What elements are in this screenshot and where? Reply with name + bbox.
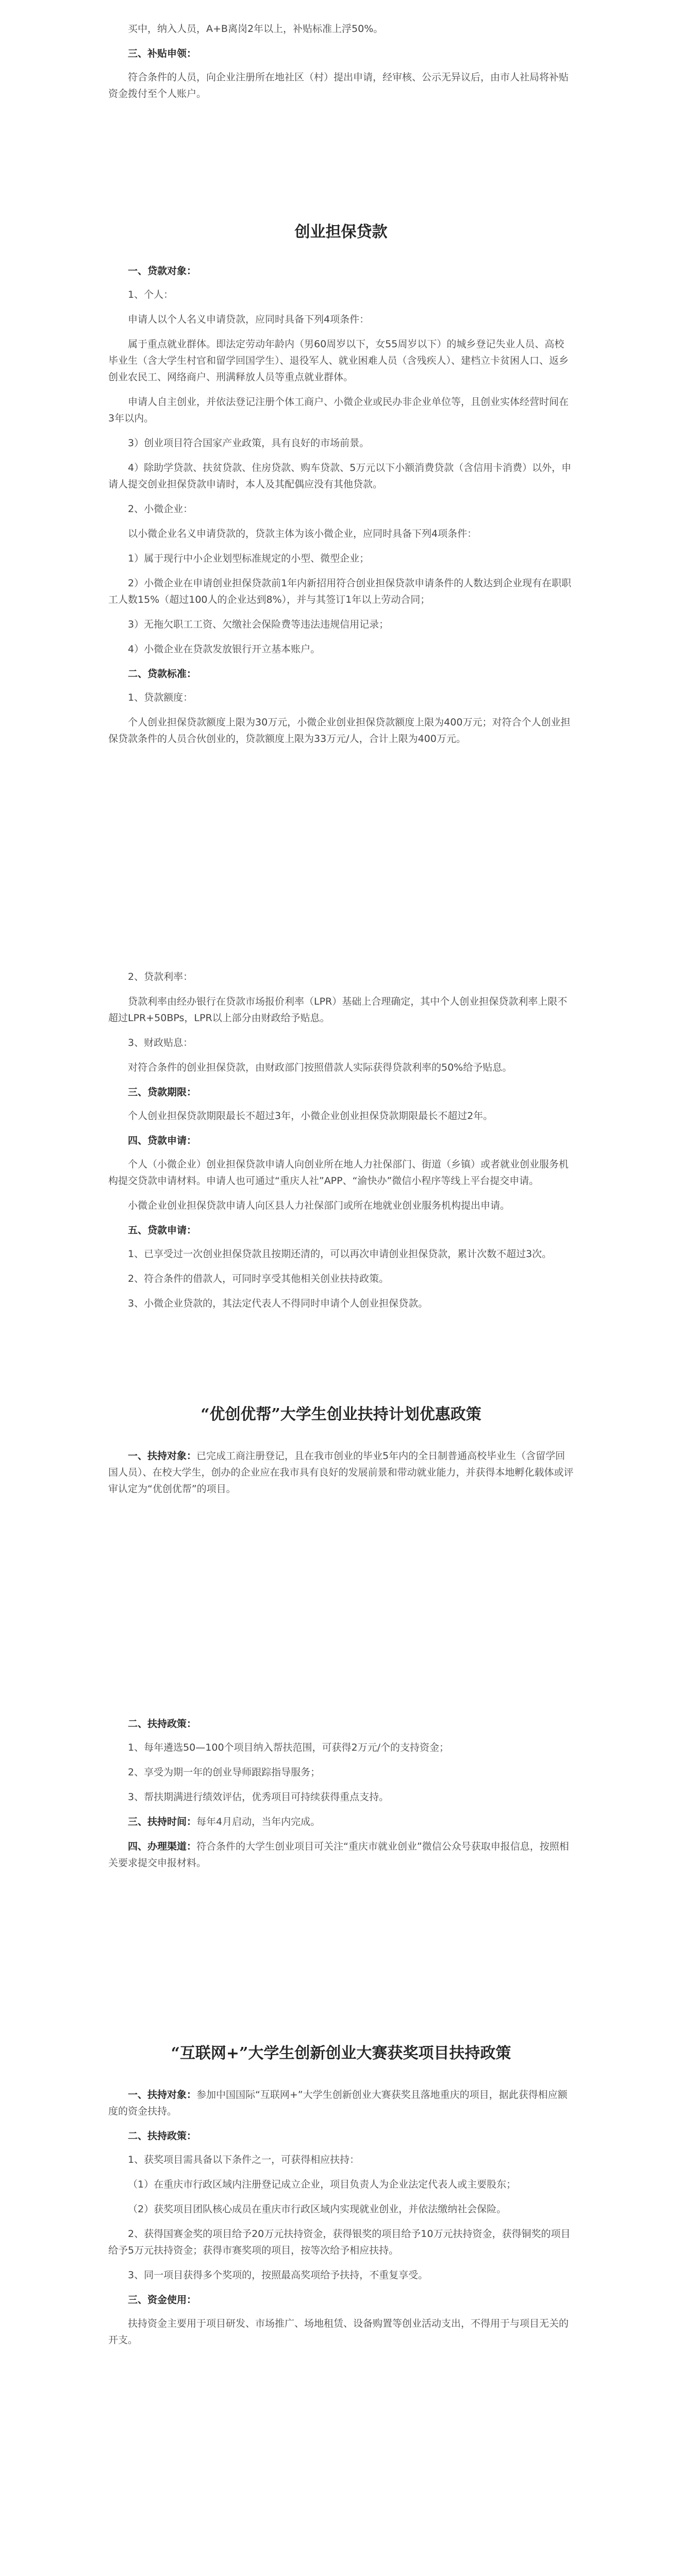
paragraph: 1、个人：: [128, 289, 174, 300]
paragraph: 2、贷款利率：: [128, 971, 193, 982]
paragraph: 2、小微企业：: [128, 503, 193, 515]
paragraph: 买中，纳入人员，A+B离岗2年以上，补贴标准上浮50%。: [128, 23, 384, 35]
paragraph: 个人（小微企业）创业担保贷款申请人向创业所在地人力社保部门、街道（乡镇）或者就业创业服务机构提交贷款申请材料。申请人也可通过“重庆人社”APP、“渝快办”微信小程序等线上平台提交申请。: [108, 1159, 569, 1187]
subheading: 三、补贴申领：: [128, 48, 197, 59]
paragraph: [108, 1814, 574, 1830]
subheading: 一、贷款对象：: [128, 265, 197, 277]
paragraph: 3、财政贴息：: [128, 1037, 193, 1048]
paragraph: 4）小微企业在贷款发放银行开立基本账户。: [128, 643, 321, 655]
subheading: 五、贷款申请：: [128, 1225, 197, 1236]
paragraph: 个人创业担保贷款额度上限为30万元，小微企业创业担保贷款额度上限为400万元；对符合个人创业担保贷款条件的人员合伙创业的，贷款额度上限为33万元/人，合计上限为400万元。: [108, 717, 571, 744]
paragraph: 1、已享受过一次创业担保贷款且按期还清的，可以再次申请创业担保贷款，累计次数不超过3次。: [128, 1248, 552, 1260]
section-youchuang: [108, 1448, 574, 1505]
subheading: 二、贷款标准：: [128, 668, 197, 680]
section-guarantee-loan-cont: [108, 969, 574, 1320]
paragraph: 申请人以个人名义申请贷款，应同时具备下列4项条件：: [128, 314, 370, 325]
paragraph: 3、帮扶期满进行绩效评估，优秀项目可持续获得重点支持。: [128, 1791, 389, 1803]
inline-heading: 四、办理渠道：: [128, 1841, 197, 1852]
section-title-internet-plus: “互联网+”大学生创新创业大赛获奖项目扶持政策: [171, 2044, 511, 2062]
inline-heading: 三、扶持时间：: [128, 1816, 197, 1827]
paragraph: 扶持资金主要用于项目研发、市场推广、场地租赁、设备购置等创业活动支出，不得用于与项目无关的开支。: [108, 2318, 569, 2346]
paragraph: 2、获得国赛金奖的项目给予20万元扶持资金，获得银奖的项目给予10万元扶持资金，获得铜奖的项目给予5万元扶持资金；获得市赛奖项的项目，按等次给予相应扶持。: [108, 2228, 571, 2256]
paragraph: [108, 2087, 574, 2120]
section-title-guarantee-loan: 创业担保贷款: [294, 223, 388, 241]
paragraph: 属于重点就业群体。即法定劳动年龄内（男60周岁以下，女55周岁以下）的城乡登记失业人员、高校毕业生（含大学生村官和留学回国学生）、退役军人、就业困难人员（含残疾人）、建档立卡贫困人口、返乡创业农民工、网络商户、刑满释放人员等重点就业群体。: [108, 338, 569, 383]
subheading: 三、资金使用：: [128, 2294, 197, 2306]
subheading: 二、扶持政策：: [128, 1718, 197, 1730]
section-title-youchuang: “优创优帮”大学生创业扶持计划优惠政策: [201, 1405, 481, 1423]
paragraph: 1、贷款额度：: [128, 692, 193, 703]
subheading: 三、贷款期限：: [128, 1087, 197, 1098]
paragraph: 1、每年遴选50—100个项目纳入帮扶范围，可获得2万元/个的支持资金；: [128, 1742, 450, 1753]
paragraph: 1）属于现行中小企业划型标准规定的小型、微型企业；: [128, 553, 370, 564]
section-guarantee-loan: [108, 263, 574, 755]
paragraph-text: 每年4月启动，当年内完成。: [196, 1816, 321, 1827]
paragraph: 3）无拖欠职工工资、欠缴社会保险费等违法违规信用记录；: [128, 619, 389, 630]
paragraph: 2、符合条件的借款人，可同时享受其他相关创业扶持政策。: [128, 1273, 389, 1284]
paragraph: （2）获奖项目团队核心成员在重庆市行政区域内实现就业创业，并依法缴纳社会保险。: [128, 2204, 507, 2215]
intro-block: [108, 21, 574, 110]
paragraph: 3）创业项目符合国家产业政策，具有良好的市场前景。: [128, 437, 370, 449]
subheading: 四、贷款申请：: [128, 1135, 197, 1146]
paragraph: 3、同一项目获得多个奖项的，按照最高奖项给予扶持，不重复享受。: [128, 2269, 428, 2281]
paragraph: 个人创业担保贷款期限最长不超过3年，小微企业创业担保贷款期限最长不超过2年。: [128, 1110, 493, 1122]
paragraph: 3、小微企业贷款的，其法定代表人不得同时申请个人创业担保贷款。: [128, 1298, 428, 1309]
paragraph: 1、获奖项目需具备以下条件之一，可获得相应扶持：: [128, 2154, 360, 2165]
inline-heading: 一、扶持对象：: [128, 1450, 197, 1462]
paragraph: 以小微企业名义申请贷款的，贷款主体为该小微企业，应同时具备下列4项条件：: [128, 528, 477, 539]
paragraph: [108, 1838, 574, 1871]
paragraph: 申请人自主创业，并依法登记注册个体工商户、小微企业或民办非企业单位等，且创业实体经营时间在3年以内。: [108, 396, 569, 424]
paragraph-text: 符合条件的大学生创业项目可关注“重庆市就业创业”微信公众号获取申报信息，按照相关要求提交申报材料。: [108, 1841, 569, 1869]
paragraph: 2、享受为期一年的创业导师跟踪指导服务；: [128, 1767, 321, 1778]
section-youchuang-cont: [108, 1716, 574, 1879]
paragraph: （1）在重庆市行政区域内注册登记成立企业，项目负责人为企业法定代表人或主要股东；: [128, 2179, 517, 2190]
paragraph-text: 参加中国国际“互联网+”大学生创新创业大赛获奖且落地重庆的项目，据此获得相应额度的资金扶持。: [108, 2089, 568, 2117]
paragraph: 4）除助学贷款、扶贫贷款、住房贷款、购车贷款、5万元以下小额消费贷款（含信用卡消费）以外，申请人提交创业担保贷款申请时，本人及其配偶应没有其他贷款。: [108, 462, 572, 490]
paragraph: 2）小微企业在申请创业担保贷款前1年内新招用符合创业担保贷款申请条件的人数达到企业现有在职职工人数15%（超过100人的企业达到8%），并与其签订1年以上劳动合同；: [108, 578, 572, 605]
section-internet-plus: [108, 2087, 574, 2357]
paragraph-text: 已完成工商注册登记，且在我市创业的毕业5年内的全日制普通高校毕业生（含留学回国人员）、在校大学生，创办的企业应在我市具有良好的发展前景和带动就业能力，并获得本地孵化载体或评审认定为“优创优帮”的项目。: [108, 1450, 574, 1495]
inline-heading: 一、扶持对象：: [128, 2089, 197, 2100]
subheading: 二、扶持政策：: [128, 2130, 197, 2142]
paragraph: 符合条件的人员，向企业注册所在地社区（村）提出申请，经审核、公示无异议后，由市人社局将补贴资金拨付至个人账户。: [108, 72, 569, 99]
paragraph: [108, 1448, 574, 1497]
paragraph: 对符合条件的创业担保贷款，由财政部门按照借款人实际获得贷款利率的50%给予贴息。: [128, 1062, 512, 1073]
paragraph: 贷款利率由经办银行在贷款市场报价利率（LPR）基础上合理确定，其中个人创业担保贷款利率上限不超过LPR+50BPs，LPR以上部分由财政给予贴息。: [108, 996, 568, 1024]
paragraph: 小微企业创业担保贷款申请人向区县人力社保部门或所在地就业创业服务机构提出申请。: [128, 1200, 510, 1211]
